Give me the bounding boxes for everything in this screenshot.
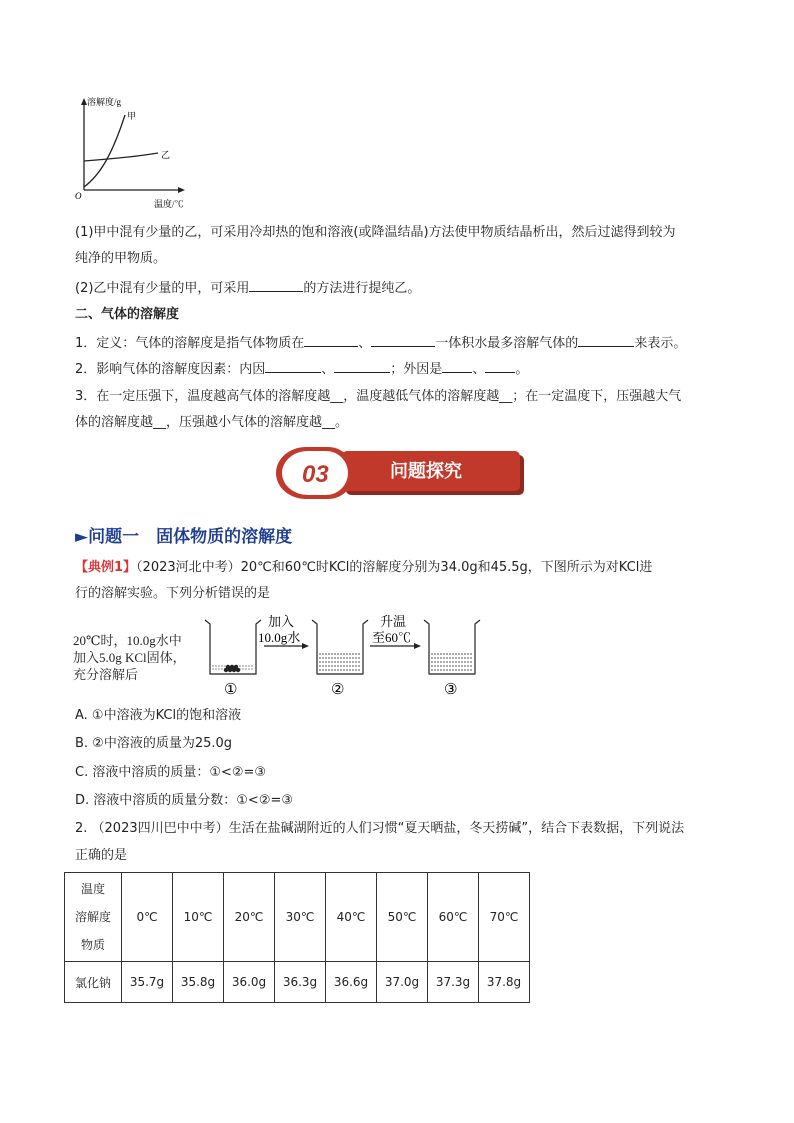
beaker-3-label: ③ <box>444 680 458 698</box>
table-cell: 36.6g <box>326 962 377 1003</box>
banner-title: 问题探究 <box>390 461 462 482</box>
problem-title: ►问题一 固体物质的溶解度 <box>75 527 293 547</box>
table-cell: 37.0g <box>377 962 428 1003</box>
temp-header: 70℃ <box>479 873 530 962</box>
example-tag: 【典例1】 <box>75 560 137 575</box>
gas-item-3-line-1: 3．在一定压强下，温度越高气体的溶解度越__，温度越低气体的溶解度越__；在一定温度下，压强越大气 <box>75 389 682 404</box>
temp-header: 0℃ <box>122 873 173 962</box>
arrow-2-bottom: 至60℃ <box>372 630 412 645</box>
temp-header: 30℃ <box>275 873 326 962</box>
option-b[interactable]: B. ②中溶液的质量为25.0g <box>75 736 233 751</box>
table-cell: 36.3g <box>275 962 326 1003</box>
solubility-graph <box>70 95 190 210</box>
arrow-1-top: 加入 <box>268 614 295 629</box>
temp-header: 60℃ <box>428 873 479 962</box>
para-1-line-2: 纯净的甲物质。 <box>75 251 167 266</box>
fill-blank[interactable] <box>371 332 435 347</box>
table-cell: 36.0g <box>224 962 275 1003</box>
fill-blank[interactable] <box>249 277 303 292</box>
beaker-2-label: ② <box>331 680 345 698</box>
fill-blank[interactable] <box>265 358 321 373</box>
gas-item-2: 2．影响气体的溶解度因素：内因 、 ；外因是 、 。 <box>75 358 528 380</box>
fill-blank[interactable] <box>578 332 634 347</box>
para-1-line-1: (1)甲中混有少量的乙，可采用冷却热的饱和溶液(或降温结晶)方法使甲物质结晶析出，然后过滤得到较为 <box>75 225 676 240</box>
banner-number: 03 <box>302 461 329 488</box>
beaker-2 <box>312 620 368 674</box>
example-line-1: 【典例1】（2023河北中考）20℃和60℃时KCl的溶解度分别为34.0g和45.5g，下图所示为对KCl进 <box>75 560 653 575</box>
curve-a <box>84 115 125 187</box>
para-2: (2)乙中混有少量的甲，可采用 的方法进行提纯乙。 <box>75 277 420 299</box>
graph-curve-a-label: 甲 <box>127 111 137 121</box>
experiment-diagram <box>200 612 490 702</box>
row-label: 氯化钠 <box>65 962 122 1003</box>
temp-header: 40℃ <box>326 873 377 962</box>
fill-blank[interactable] <box>304 332 358 347</box>
curve-b <box>84 153 158 161</box>
graph-xlabel: 温度/℃ <box>154 199 184 209</box>
table-corner-header: 温度 溶解度 物质 <box>65 873 122 962</box>
beaker-3 <box>424 620 480 674</box>
table-row <box>65 962 530 1003</box>
table-cell: 37.3g <box>428 962 479 1003</box>
option-a[interactable]: A. ①中溶液为KCl的饱和溶液 <box>75 708 242 723</box>
temp-header: 50℃ <box>377 873 428 962</box>
arrow-2-top: 升温 <box>380 614 407 629</box>
experiment-left-text: 20℃时，10.0g水中 加入5.0g KCl固体， 充分溶解后 <box>73 633 186 682</box>
section-banner <box>268 447 530 501</box>
gas-item-3-line-2: 体的溶解度越__，压强越小气体的溶解度越__。 <box>75 415 349 430</box>
beaker-1-label: ① <box>224 680 238 698</box>
example-line-2: 行的溶解实验。下列分析错误的是 <box>75 586 271 601</box>
option-c[interactable]: C. 溶液中溶质的质量：①<②=③ <box>75 765 267 780</box>
fill-blank[interactable] <box>485 358 515 373</box>
table-cell: 35.8g <box>173 962 224 1003</box>
table-header-row <box>65 873 530 962</box>
temp-header: 10℃ <box>173 873 224 962</box>
question-2-line-1: 2. （2023四川巴中中考）生活在盐碱湖附近的人们习惯“夏天晒盐，冬天捞碱”，结合下表数据，下列说法 <box>75 821 685 836</box>
table-cell: 37.8g <box>479 962 530 1003</box>
table-cell: 35.7g <box>122 962 173 1003</box>
graph-ylabel: 溶解度/g <box>87 97 122 107</box>
question-2-line-2: 正确的是 <box>75 848 128 863</box>
gas-heading: 二、气体的溶解度 <box>75 307 180 322</box>
arrow-1-bottom: 10.0g水 <box>258 630 301 645</box>
graph-origin: O <box>75 191 82 201</box>
fill-blank[interactable] <box>442 358 472 373</box>
solubility-table <box>64 872 530 1003</box>
gas-item-1: 1．定义：气体的溶解度是指气体物质在 、 一体积水最多溶解气体的 来表示。 <box>75 332 686 354</box>
fill-blank[interactable] <box>334 358 390 373</box>
beaker-1 <box>205 620 261 674</box>
temp-header: 20℃ <box>224 873 275 962</box>
option-d[interactable]: D. 溶液中溶质的质量分数：①<②=③ <box>75 793 294 808</box>
graph-curve-b-label: 乙 <box>161 150 171 160</box>
